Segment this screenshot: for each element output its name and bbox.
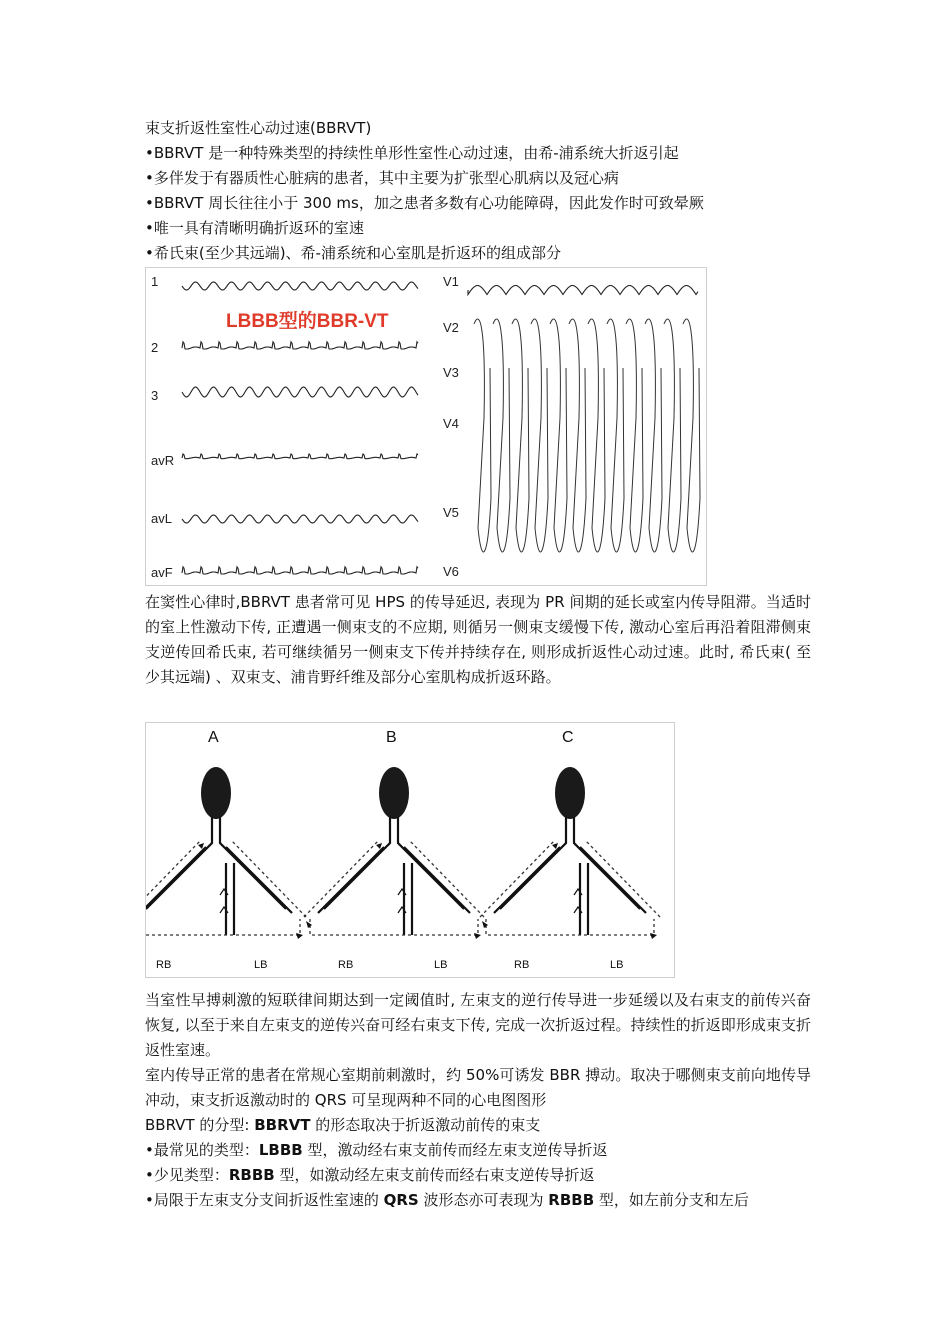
trace-lead-1 — [182, 282, 418, 290]
bundle-branch-diagram-b — [304, 767, 484, 939]
ecg-traces — [146, 268, 706, 585]
lead-label-avf: avF — [151, 565, 173, 580]
bundle-branch-diagram-c — [480, 767, 660, 939]
panel-a-lb: LB — [254, 959, 268, 971]
panel-c-rb: RB — [514, 959, 530, 971]
trace-precordial-complex — [683, 319, 700, 552]
paragraph-reentry-mechanism: 当室性早搏刺激的短联律间期达到一定阈值时, 左束支的逆行传导进一步延缓以及右束支的前传兴奋恢复, 以至于来自左束支的逆传兴奋可经右束支下传, 完成一次折返过程。持续性的折返即形成束支折返性室速。 — [145, 991, 811, 1059]
panel-a-rb: RB — [156, 959, 172, 971]
reentry-diagram-svg — [146, 723, 674, 977]
trace-precordial-complex — [474, 319, 491, 552]
trace-lead-v1 — [468, 286, 698, 295]
bullet-4: •唯一具有清晰明确折返环的室速 — [145, 219, 364, 237]
fascicular-bullet: •局限于左束支分支间折返性室速的 QRS 波形态亦可表现为 RBBB 型，如左前分支和左后 — [145, 1191, 749, 1209]
reentry-diagram — [145, 722, 675, 978]
section-title: 束支折返性室性心动过速(BBRVT) — [145, 119, 372, 137]
type-lbbb-bullet: •最常见的类型：LBBB 型，激动经右束支前传而经左束支逆传导折返 — [145, 1141, 608, 1159]
trace-precordial-complex — [645, 319, 662, 552]
panel-a-letter: A — [208, 729, 219, 746]
lead-label-v3: V3 — [443, 365, 459, 380]
lead-label-v2: V2 — [443, 320, 459, 335]
lead-label-v6: V6 — [443, 564, 459, 579]
paragraph-sinus-rhythm: 在窦性心律时,BBRVT 患者常可见 HPS 的传导延迟, 表现为 PR 间期的延长或室内传导阻滞。当适时的室上性激动下传, 正遭遇一侧束支的不应期, 则循另一侧束支缓慢下传, 激动心室后再沿着阻滞侧束支逆传回希氏束, 若可继续循另一侧束支下传并持续存在, 则形成折返性心动过速。此时, 希氏束( 至少其远端) 、双束支、浦肯野纤维及部分心室肌构成折返环路。 — [145, 593, 811, 686]
trace-precordial-complex — [493, 319, 510, 552]
panel-b-letter: B — [386, 729, 397, 746]
trace-precordial-complex — [531, 319, 548, 552]
bullet-1: •BBRVT 是一种特殊类型的持续性单形性室性心动过速，由希-浦系统大折返引起 — [145, 144, 679, 162]
bullet-5: •希氏束(至少其远端)、希-浦系统和心室肌是折返环的组成部分 — [145, 244, 561, 262]
lead-label-1: 1 — [151, 274, 159, 289]
type-rbbb-bullet: •少见类型：RBBB 型，如激动经左束支前传而经右束支逆传导折返 — [145, 1166, 595, 1184]
lead-label-avr: avR — [151, 453, 175, 468]
trace-lead-avl — [182, 515, 418, 523]
ecg-figure — [145, 267, 707, 586]
lead-label-2: 2 — [151, 340, 159, 355]
classification-heading: BBRVT 的分型: BBRVT 的形态取决于折返激动前传的束支 — [145, 1116, 541, 1134]
lead-label-v4: V4 — [443, 416, 459, 431]
trace-precordial-complex — [607, 319, 624, 552]
panel-b-lb: LB — [434, 959, 448, 971]
trace-precordial-complex — [626, 319, 643, 552]
lead-label-3: 3 — [151, 388, 159, 403]
panel-c-lb: LB — [610, 959, 624, 971]
lead-label-v1: V1 — [443, 274, 459, 289]
trace-precordial-complex — [664, 319, 681, 552]
panel-b-rb: RB — [338, 959, 354, 971]
trace-precordial-complex — [550, 319, 567, 552]
trace-lead-avf — [182, 567, 418, 574]
lead-label-v5: V5 — [443, 505, 459, 520]
trace-precordial-complex — [512, 319, 529, 552]
bullet-3: •BBRVT 周长往往小于 300 ms，加之患者多数有心功能障碍，因此发作时可致晕厥 — [145, 194, 704, 212]
bullet-2: •多伴发于有器质性心脏病的患者，其中主要为扩张型心肌病以及冠心病 — [145, 169, 619, 187]
trace-lead-3 — [182, 387, 418, 397]
trace-precordial-complex — [588, 319, 605, 552]
lead-label-avl: avL — [151, 511, 172, 526]
trace-lead-avr — [182, 454, 418, 459]
panel-c-letter: C — [562, 729, 574, 746]
paragraph-ventricular-stimulation: 室内传导正常的患者在常规心室期前刺激时，约 50%可诱发 BBR 搏动。取决于哪侧束支前向地传导冲动，束支折返激动时的 QRS 可呈现两种不同的心电图图形 — [145, 1066, 811, 1109]
trace-lead-2 — [182, 342, 418, 349]
bundle-branch-diagram-a — [146, 767, 306, 939]
trace-precordial-complex — [569, 319, 586, 552]
ecg-title: LBBB型的BBR-VT — [226, 311, 389, 332]
